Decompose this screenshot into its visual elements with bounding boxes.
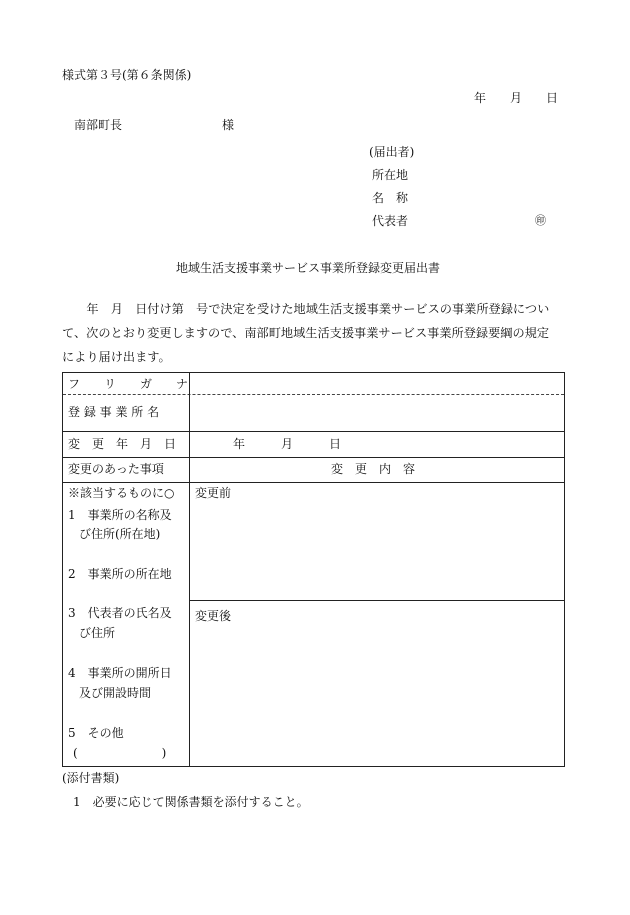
- instruction-text: ※該当するものに○: [68, 486, 175, 500]
- office-name-label: 登 録 事 業 所 名: [68, 405, 160, 419]
- before-label: 変更前: [195, 486, 232, 500]
- option-item-4-cont: 及び開設時間: [79, 686, 152, 700]
- body-line: て、次のとおり変更しますので、南部町地域生活支援事業サービス事業所登録要綱の規定: [62, 326, 550, 340]
- attachments-item: 1 必要に応じて関係書類を添付すること。: [73, 795, 309, 809]
- attachments-heading: (添付書類): [62, 771, 120, 785]
- body-line: により届け出ます。: [62, 350, 171, 364]
- row-divider: [63, 482, 564, 483]
- notifier-heading: (届出者): [369, 145, 415, 159]
- row-divider: [63, 457, 564, 458]
- option-item-4: 4 事業所の開所日: [68, 666, 172, 680]
- option-item-5-other: ( ): [73, 746, 167, 760]
- changed-items-header: 変更のあった事項: [68, 462, 164, 476]
- dashed-divider: [63, 394, 564, 395]
- option-item-3-cont: び住所: [79, 626, 116, 640]
- body-paragraph: [62, 297, 564, 369]
- option-item-1-cont: び住所(所在地): [79, 527, 161, 541]
- option-item-2: 2 事業所の所在地: [68, 567, 172, 581]
- submission-date: 年 月 日: [474, 91, 559, 105]
- option-item-1: 1 事業所の名称及: [68, 508, 172, 522]
- change-date-value: 年 月 日: [233, 437, 342, 451]
- form-number: 様式第３号(第６条関係): [62, 68, 192, 82]
- seal-mark: ㊞: [535, 214, 546, 227]
- change-table: [62, 372, 565, 767]
- option-item-3: 3 代表者の氏名及: [68, 606, 172, 620]
- document-title: 地域生活支援事業サービス事業所登録変更届出書: [176, 261, 441, 275]
- furigana-label: フ リ ガ ナ: [68, 377, 189, 391]
- addressee-honorific: 様: [222, 118, 235, 132]
- notifier-representative-label: 代表者: [372, 214, 409, 228]
- before-after-divider: [189, 600, 564, 601]
- addressee-name: 南部町長: [74, 118, 123, 132]
- after-label: 変更後: [195, 609, 232, 623]
- notifier-name-label: 名 称: [372, 191, 409, 205]
- column-divider: [189, 373, 190, 766]
- option-item-5: 5 その他: [68, 726, 124, 740]
- row-divider: [63, 431, 564, 432]
- change-date-label: 変 更 年 月 日: [68, 437, 177, 451]
- body-line: 年 月 日付け第 号で決定を受けた地域生活支援事業サービスの事業所登録につい: [62, 302, 550, 316]
- notifier-address-label: 所在地: [372, 168, 409, 182]
- change-content-header: 変 更 内 容: [331, 462, 416, 476]
